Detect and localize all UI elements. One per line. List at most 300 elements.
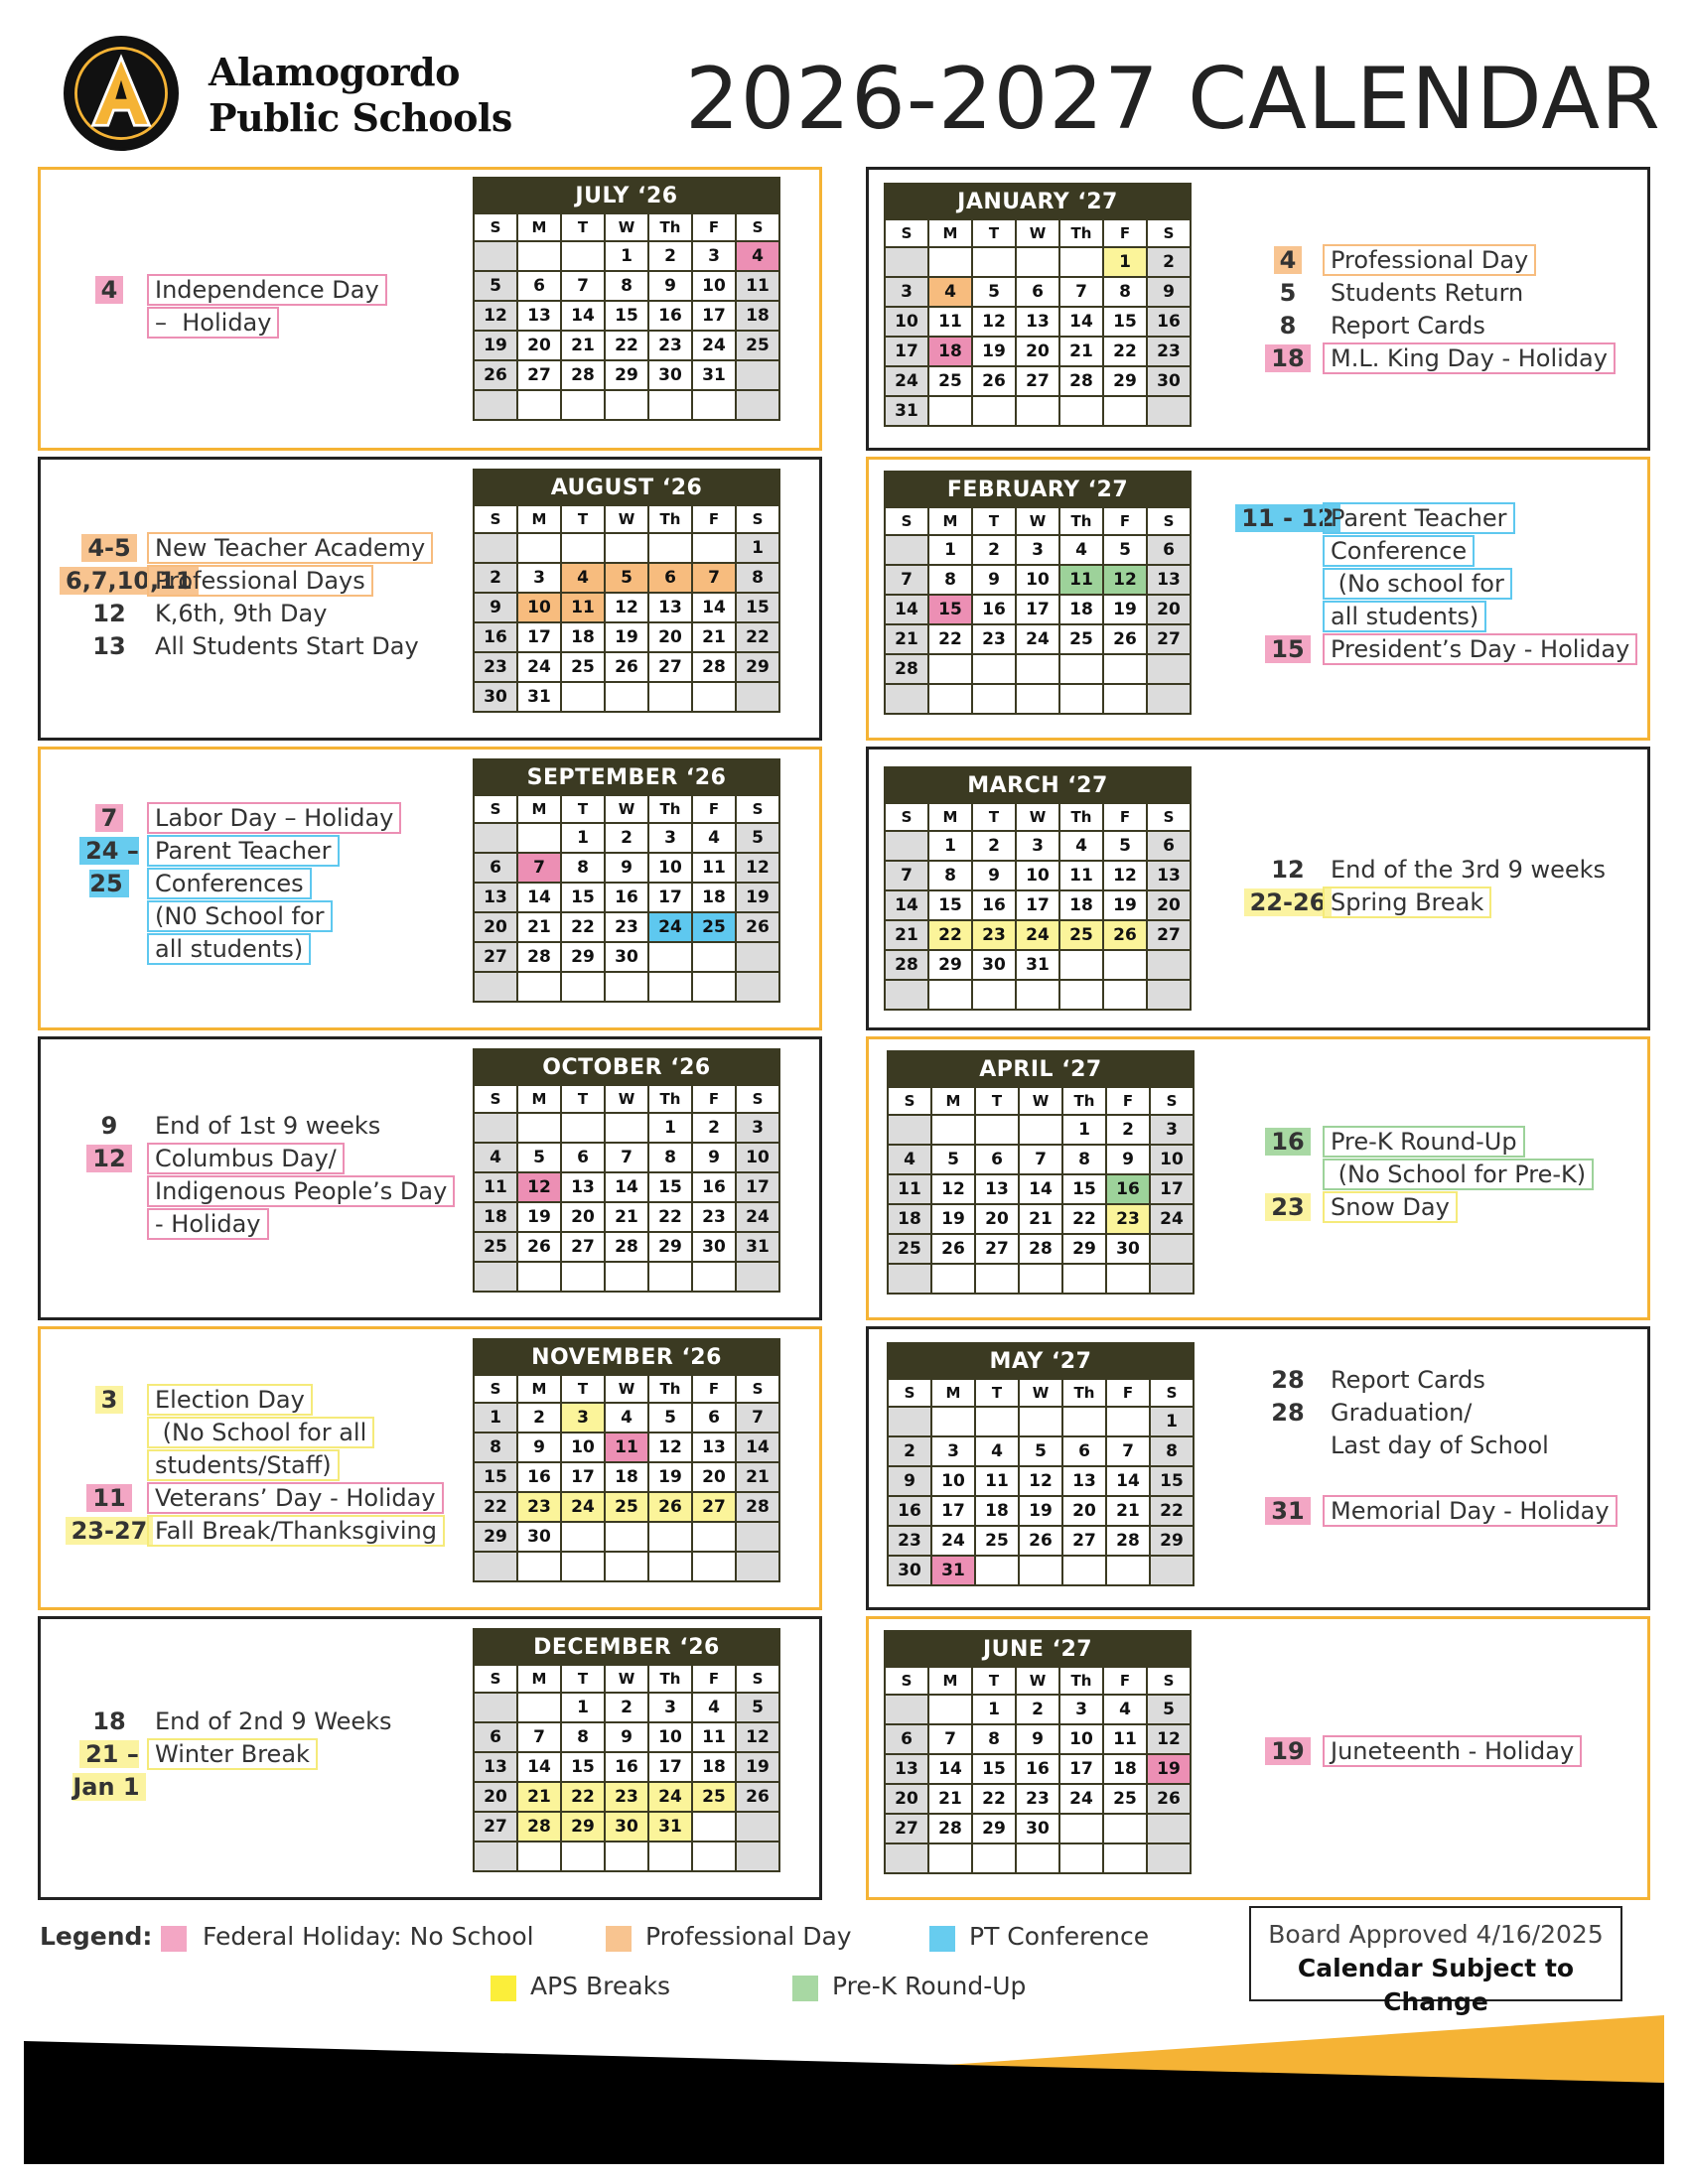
- empty-day-cell: [561, 1842, 605, 1871]
- weekday-header: M: [517, 213, 561, 241]
- day-cell: 31: [1016, 950, 1059, 980]
- weekday-header: F: [1103, 507, 1147, 535]
- day-cell: 7: [517, 1722, 561, 1752]
- event-description: [1323, 342, 1616, 375]
- day-cell: 11: [1059, 861, 1103, 890]
- empty-day-cell: [1103, 396, 1147, 426]
- weekday-header: F: [692, 1665, 736, 1693]
- day-cell: 1: [561, 823, 605, 853]
- board-approved-text: Board Approved 4/16/2025: [1268, 1920, 1604, 1949]
- empty-day-cell: [605, 1262, 648, 1292]
- day-cell: 16: [605, 883, 648, 912]
- day-cell: 2: [605, 1693, 648, 1722]
- event-date: [60, 532, 159, 565]
- day-cell: 13: [1147, 565, 1191, 595]
- empty-day-cell: [605, 1552, 648, 1581]
- empty-day-cell: [561, 533, 605, 563]
- empty-day-cell: [517, 1552, 561, 1581]
- weekday-header: W: [605, 1085, 648, 1113]
- day-cell: 4: [736, 241, 779, 271]
- day-cell: 24: [1059, 1784, 1103, 1814]
- day-cell: 11: [474, 1172, 517, 1202]
- empty-day-cell: [648, 942, 692, 972]
- day-cell: 30: [1016, 1814, 1059, 1843]
- empty-day-cell: [605, 682, 648, 712]
- day-cell: 22: [1062, 1204, 1106, 1234]
- day-cell: 30: [648, 360, 692, 390]
- event-date-label: 19: [1265, 1737, 1310, 1765]
- day-cell: 16: [648, 301, 692, 331]
- calendar-dec: [473, 1628, 780, 1872]
- event-description: [1323, 1735, 1582, 1768]
- day-cell: 24: [1016, 624, 1059, 654]
- day-cell: 13: [1016, 307, 1059, 337]
- event-text: End of 1st 9 weeks: [155, 1112, 381, 1140]
- day-cell: 19: [1147, 1754, 1191, 1784]
- day-cell: 29: [1062, 1234, 1106, 1264]
- day-cell: 22: [928, 624, 972, 654]
- event-date-label: 12: [1271, 856, 1305, 884]
- day-cell: 17: [648, 883, 692, 912]
- day-cell: 3: [1150, 1115, 1194, 1145]
- event-text: Professional Days: [147, 565, 373, 597]
- event-description: [1323, 1430, 1557, 1462]
- event-date-label: 4: [95, 276, 124, 304]
- day-cell: 24: [648, 1782, 692, 1812]
- empty-day-cell: [931, 1264, 975, 1294]
- empty-day-cell: [1147, 684, 1191, 714]
- page-title: 2026-2027 CALENDAR: [685, 50, 1661, 149]
- event-text: (No School for Pre-K): [1323, 1159, 1594, 1190]
- weekday-header: S: [474, 795, 517, 823]
- day-cell: 15: [736, 593, 779, 622]
- event-date: [60, 630, 159, 663]
- event-description: [147, 630, 427, 663]
- month-title: MARCH ‘27: [885, 767, 1191, 803]
- day-cell: 21: [1106, 1496, 1150, 1526]
- empty-day-cell: [1059, 684, 1103, 714]
- event-description: [1323, 244, 1536, 277]
- day-cell: 23: [648, 331, 692, 360]
- event-date: [60, 274, 159, 307]
- legend-swatch-holiday: [161, 1926, 187, 1952]
- day-cell: 17: [648, 1752, 692, 1782]
- event-text: Indigenous People’s Day: [147, 1175, 455, 1207]
- empty-day-cell: [648, 533, 692, 563]
- weekday-header: S: [1147, 803, 1191, 831]
- event-date-label: 23-27: [66, 1517, 154, 1545]
- empty-day-cell: [1062, 1264, 1106, 1294]
- board-approval-box: [1249, 1906, 1622, 2016]
- weekday-header: M: [517, 1375, 561, 1403]
- day-cell: 10: [561, 1433, 605, 1462]
- day-cell: 3: [648, 1693, 692, 1722]
- day-cell: 12: [648, 1433, 692, 1462]
- weekday-header: F: [692, 505, 736, 533]
- event-description: [1323, 1159, 1594, 1191]
- day-cell: 8: [648, 1143, 692, 1172]
- weekday-header: M: [517, 1665, 561, 1693]
- event-date: [60, 835, 159, 900]
- day-cell: 11: [928, 307, 972, 337]
- day-cell: 16: [1106, 1174, 1150, 1204]
- legend-label-professional: Professional Day: [645, 1922, 852, 1951]
- day-cell: 2: [1147, 247, 1191, 277]
- day-cell: 5: [648, 1403, 692, 1433]
- day-cell: 4: [1103, 1695, 1147, 1724]
- day-cell: 26: [1103, 624, 1147, 654]
- day-cell: 6: [975, 1145, 1019, 1174]
- day-cell: 19: [736, 883, 779, 912]
- empty-day-cell: [474, 1842, 517, 1871]
- empty-day-cell: [561, 1522, 605, 1552]
- day-cell: 6: [517, 271, 561, 301]
- empty-day-cell: [888, 1115, 931, 1145]
- day-cell: 2: [648, 241, 692, 271]
- event-description: [147, 1110, 388, 1143]
- day-cell: 29: [928, 950, 972, 980]
- empty-day-cell: [692, 682, 736, 712]
- empty-day-cell: [517, 1113, 561, 1143]
- empty-day-cell: [928, 980, 972, 1010]
- month-title: OCTOBER ‘26: [474, 1049, 779, 1085]
- event-description: [147, 1482, 444, 1515]
- event-date-label: 9: [100, 1112, 118, 1140]
- day-cell: 1: [736, 533, 779, 563]
- day-cell: 10: [931, 1466, 975, 1496]
- empty-day-cell: [648, 1842, 692, 1871]
- weekday-header: M: [928, 803, 972, 831]
- event-text: - Holiday: [147, 1208, 269, 1240]
- legend-label-ptc: PT Conference: [969, 1922, 1150, 1951]
- empty-day-cell: [1147, 950, 1191, 980]
- day-cell: 10: [1059, 1724, 1103, 1754]
- empty-day-cell: [1059, 980, 1103, 1010]
- day-cell: 4: [561, 563, 605, 593]
- weekday-header: S: [736, 1665, 779, 1693]
- event-date-label: 12: [86, 1145, 131, 1172]
- event-text: Graduation/: [1331, 1399, 1473, 1427]
- event-text: End of 2nd 9 Weeks: [155, 1707, 392, 1735]
- day-cell: 7: [885, 861, 928, 890]
- event-description: [1323, 568, 1512, 601]
- day-cell: 14: [928, 1754, 972, 1784]
- calendar-sep: [473, 758, 780, 1003]
- weekday-header: M: [931, 1087, 975, 1115]
- empty-day-cell: [474, 1693, 517, 1722]
- event-description: [147, 1706, 400, 1738]
- empty-day-cell: [736, 682, 779, 712]
- empty-day-cell: [885, 247, 928, 277]
- day-cell: 19: [605, 622, 648, 652]
- day-cell: 25: [692, 1782, 736, 1812]
- empty-day-cell: [972, 980, 1016, 1010]
- empty-day-cell: [1147, 1814, 1191, 1843]
- legend-title: Legend:: [40, 1922, 153, 1951]
- month-title: MAY ‘27: [888, 1343, 1194, 1379]
- day-cell: 8: [474, 1433, 517, 1462]
- empty-day-cell: [561, 1552, 605, 1581]
- event-description: [1323, 1191, 1458, 1224]
- event-text: Columbus Day/: [147, 1143, 345, 1174]
- day-cell: 4: [474, 1143, 517, 1172]
- day-cell: 28: [885, 950, 928, 980]
- weekday-header: Th: [648, 1665, 692, 1693]
- day-cell: 17: [517, 622, 561, 652]
- event-description: [147, 274, 387, 307]
- weekday-header: Th: [648, 795, 692, 823]
- event-text: Snow Day: [1323, 1191, 1458, 1223]
- weekday-header: Th: [1059, 219, 1103, 247]
- day-cell: 11: [605, 1433, 648, 1462]
- empty-day-cell: [517, 1262, 561, 1292]
- day-cell: 12: [474, 301, 517, 331]
- day-cell: 26: [736, 912, 779, 942]
- legend-swatch-prek: [792, 1976, 818, 2001]
- day-cell: 5: [1103, 535, 1147, 565]
- weekday-header: T: [972, 507, 1016, 535]
- day-cell: 16: [605, 1752, 648, 1782]
- weekday-header: Th: [1059, 507, 1103, 535]
- footer-band: [0, 2015, 1688, 2184]
- district-logo: [64, 36, 179, 151]
- weekday-header: S: [474, 1085, 517, 1113]
- weekday-header: Th: [1062, 1087, 1106, 1115]
- empty-day-cell: [928, 396, 972, 426]
- weekday-header: T: [561, 795, 605, 823]
- event-date-label: 24 – 25: [79, 837, 139, 897]
- day-cell: 12: [736, 853, 779, 883]
- day-cell: 2: [474, 563, 517, 593]
- day-cell: 9: [1106, 1145, 1150, 1174]
- day-cell: 24: [736, 1202, 779, 1232]
- day-cell: 9: [1147, 277, 1191, 307]
- day-cell: 15: [561, 883, 605, 912]
- day-cell: 31: [692, 360, 736, 390]
- empty-day-cell: [648, 682, 692, 712]
- day-cell: 27: [474, 1812, 517, 1842]
- empty-day-cell: [928, 684, 972, 714]
- day-cell: 14: [517, 883, 561, 912]
- event-description: [147, 835, 340, 868]
- day-cell: 21: [605, 1202, 648, 1232]
- day-cell: 10: [885, 307, 928, 337]
- day-cell: 12: [1103, 861, 1147, 890]
- day-cell: 8: [1150, 1436, 1194, 1466]
- weekday-header: S: [885, 507, 928, 535]
- empty-day-cell: [561, 1262, 605, 1292]
- day-cell: 29: [474, 1522, 517, 1552]
- month-title: FEBRUARY ‘27: [885, 472, 1191, 507]
- day-cell: 18: [928, 337, 972, 366]
- day-cell: 30: [1106, 1234, 1150, 1264]
- weekday-header: S: [888, 1379, 931, 1407]
- empty-day-cell: [888, 1407, 931, 1436]
- month-title: JUNE ‘27: [885, 1631, 1191, 1667]
- event-text: End of the 3rd 9 weeks: [1331, 856, 1607, 884]
- weekday-header: S: [1150, 1379, 1194, 1407]
- event-text: – Holiday: [147, 307, 279, 339]
- weekday-header: Th: [648, 1085, 692, 1113]
- empty-day-cell: [561, 1113, 605, 1143]
- empty-day-cell: [1016, 1843, 1059, 1873]
- weekday-header: S: [885, 219, 928, 247]
- day-cell: 31: [885, 396, 928, 426]
- day-cell: 18: [474, 1202, 517, 1232]
- event-description: [1323, 310, 1493, 342]
- day-cell: 20: [975, 1204, 1019, 1234]
- weekday-header: F: [1103, 803, 1147, 831]
- empty-day-cell: [517, 972, 561, 1002]
- day-cell: 12: [972, 307, 1016, 337]
- day-cell: 6: [474, 853, 517, 883]
- day-cell: 18: [692, 883, 736, 912]
- empty-day-cell: [972, 396, 1016, 426]
- day-cell: 26: [1103, 920, 1147, 950]
- weekday-header: W: [1016, 803, 1059, 831]
- weekday-header: M: [928, 507, 972, 535]
- day-cell: 3: [561, 1403, 605, 1433]
- weekday-header: S: [736, 505, 779, 533]
- weekday-header: S: [736, 213, 779, 241]
- event-text: Parent Teacher: [1323, 502, 1515, 534]
- day-cell: 21: [1019, 1204, 1062, 1234]
- day-cell: 1: [928, 535, 972, 565]
- event-date-label: 13: [92, 632, 126, 660]
- day-cell: 5: [605, 563, 648, 593]
- legend-label-holiday: Federal Holiday: No School: [203, 1922, 534, 1951]
- day-cell: 9: [972, 565, 1016, 595]
- event-date-label: 28: [1271, 1399, 1305, 1427]
- empty-day-cell: [474, 390, 517, 420]
- day-cell: 16: [888, 1496, 931, 1526]
- weekday-header: T: [561, 1665, 605, 1693]
- day-cell: 21: [928, 1784, 972, 1814]
- empty-day-cell: [736, 972, 779, 1002]
- day-cell: 3: [885, 277, 928, 307]
- weekday-header: S: [1147, 1667, 1191, 1695]
- day-cell: 15: [648, 1172, 692, 1202]
- day-cell: 20: [1147, 890, 1191, 920]
- day-cell: 14: [1059, 307, 1103, 337]
- day-cell: 12: [736, 1722, 779, 1752]
- day-cell: 23: [972, 920, 1016, 950]
- day-cell: 21: [736, 1462, 779, 1492]
- calendar-oct: [473, 1048, 780, 1293]
- calendar-apr: [887, 1050, 1195, 1295]
- day-cell: 1: [972, 1695, 1016, 1724]
- event-date: [60, 565, 193, 598]
- event-description: [147, 532, 433, 565]
- empty-day-cell: [1147, 396, 1191, 426]
- day-cell: 20: [1016, 337, 1059, 366]
- empty-day-cell: [1016, 980, 1059, 1010]
- event-text: Veterans’ Day - Holiday: [147, 1482, 444, 1514]
- weekday-header: M: [928, 1667, 972, 1695]
- day-cell: 5: [1019, 1436, 1062, 1466]
- day-cell: 10: [1016, 861, 1059, 890]
- event-date-label: 18: [92, 1707, 126, 1735]
- day-cell: 25: [692, 912, 736, 942]
- day-cell: 8: [928, 565, 972, 595]
- empty-day-cell: [885, 535, 928, 565]
- event-date: [60, 1482, 159, 1515]
- empty-day-cell: [474, 1262, 517, 1292]
- event-description: [147, 933, 311, 966]
- calendar-feb: [884, 471, 1192, 715]
- empty-day-cell: [648, 1262, 692, 1292]
- event-date: [60, 1706, 159, 1738]
- weekday-header: Th: [1059, 1667, 1103, 1695]
- day-cell: 19: [972, 337, 1016, 366]
- day-cell: 29: [561, 942, 605, 972]
- day-cell: 23: [1106, 1204, 1150, 1234]
- day-cell: 16: [474, 622, 517, 652]
- day-cell: 19: [931, 1204, 975, 1234]
- day-cell: 15: [561, 1752, 605, 1782]
- event-text: Juneteenth - Holiday: [1323, 1735, 1582, 1767]
- day-cell: 26: [1147, 1784, 1191, 1814]
- weekday-header: S: [1147, 219, 1191, 247]
- weekday-header: M: [928, 219, 972, 247]
- day-cell: 16: [972, 890, 1016, 920]
- day-cell: 30: [517, 1522, 561, 1552]
- day-cell: 15: [605, 301, 648, 331]
- day-cell: 26: [474, 360, 517, 390]
- day-cell: 19: [736, 1752, 779, 1782]
- empty-day-cell: [1059, 396, 1103, 426]
- day-cell: 14: [605, 1172, 648, 1202]
- day-cell: 7: [885, 565, 928, 595]
- weekday-header: W: [605, 505, 648, 533]
- empty-day-cell: [1059, 1814, 1103, 1843]
- event-text: K,6th, 9th Day: [155, 600, 328, 627]
- empty-day-cell: [975, 1556, 1019, 1585]
- empty-day-cell: [1103, 950, 1147, 980]
- weekday-header: M: [517, 1085, 561, 1113]
- event-date-label: 12: [92, 600, 126, 627]
- day-cell: 8: [561, 853, 605, 883]
- event-description: [147, 900, 333, 933]
- day-cell: 22: [474, 1492, 517, 1522]
- empty-day-cell: [648, 390, 692, 420]
- day-cell: 2: [1106, 1115, 1150, 1145]
- empty-day-cell: [972, 654, 1016, 684]
- day-cell: 21: [885, 920, 928, 950]
- weekday-header: W: [1016, 219, 1059, 247]
- day-cell: 1: [474, 1403, 517, 1433]
- empty-day-cell: [1062, 1407, 1106, 1436]
- day-cell: 17: [561, 1462, 605, 1492]
- empty-day-cell: [1019, 1407, 1062, 1436]
- day-cell: 25: [928, 366, 972, 396]
- empty-day-cell: [561, 682, 605, 712]
- empty-day-cell: [692, 533, 736, 563]
- empty-day-cell: [1059, 654, 1103, 684]
- day-cell: 9: [648, 271, 692, 301]
- month-title: JULY ‘26: [474, 178, 779, 213]
- empty-day-cell: [1147, 654, 1191, 684]
- day-cell: 18: [1059, 595, 1103, 624]
- day-cell: 28: [736, 1492, 779, 1522]
- day-cell: 23: [474, 652, 517, 682]
- empty-day-cell: [888, 1264, 931, 1294]
- day-cell: 9: [605, 1722, 648, 1752]
- empty-day-cell: [1147, 1843, 1191, 1873]
- day-cell: 17: [736, 1172, 779, 1202]
- day-cell: 30: [692, 1232, 736, 1262]
- event-date: [60, 1738, 159, 1804]
